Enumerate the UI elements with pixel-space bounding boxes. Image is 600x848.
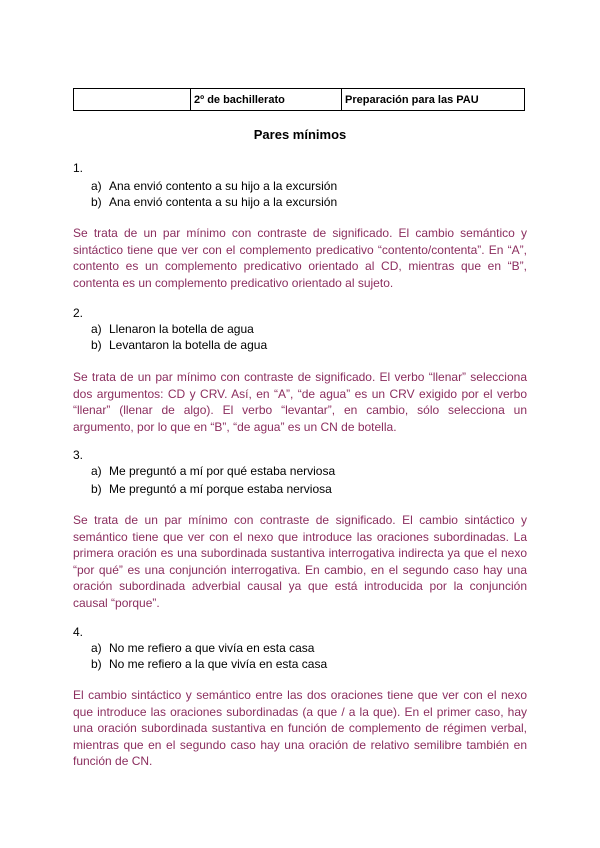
- option-item: [91, 641, 314, 655]
- explanation-paragraph: Se trata de un par mínimo con contraste de significado. El cambio sintáctico y semántico tiene que ver con el nexo que introduce las oraciones subordinadas. La primera oración es una subordinada sustantiva interrogativa indirecta ya que el nexo “por qué” es una conjunción interrogativa. En cambio, en el segundo caso hay una oración subordinada adverbial causal ya que está introducida por la conjunción causal “porque”.: [73, 513, 527, 610]
- option-label: b): [91, 482, 102, 496]
- option-item: [91, 195, 337, 209]
- section-number: 1.: [73, 161, 84, 175]
- option-label: b): [91, 338, 102, 352]
- option-text: Llenaron la botella de agua: [109, 322, 254, 336]
- option-item: [91, 338, 267, 352]
- section-number: 4.: [73, 625, 84, 639]
- explanation-paragraph: Se trata de un par mínimo con contraste de significado. El cambio semántico y sintáctico tiene que ver con el complemento predicativo “contento/contenta”. En “A”, contento es un complemento predicativo orientado al CD, mientras que en “B”, contenta es un complemento predicativo orientado al sujeto.: [73, 226, 527, 290]
- option-text: Ana envió contento a su hijo a la excursión: [109, 179, 338, 193]
- option-label: a): [91, 641, 102, 655]
- section-number: 2.: [73, 306, 84, 320]
- option-label: a): [91, 179, 102, 193]
- header-table: [73, 88, 525, 111]
- option-label: b): [91, 657, 102, 671]
- explanation-paragraph: El cambio sintáctico y semántico entre las dos oraciones tiene que ver con el nexo que introduce las oraciones subordinadas (a que / a la que). En el primer caso, hay una oración subordinada sustantiva en función de complemento de régimen verbal, mientras que en el segundo caso hay una oración de relativo semilibre también en función de CN.: [73, 688, 527, 768]
- header-cell-course: 2º de bachillerato: [191, 89, 342, 111]
- option-item: [91, 464, 335, 478]
- explanation-paragraph: Se trata de un par mínimo con contraste de significado. El verbo “llenar” selecciona dos argumentos: CD y CRV. Así, en “A”, “de agua” es un CRV exigido por el verbo “llenar” (llenar de algo). El verbo “levantar”, en cambio, sólo selecciona un argumento, por lo que en “B”, “de agua” es un CN de botella.: [73, 370, 527, 434]
- option-text: Me preguntó a mí porque estaba nerviosa: [109, 482, 332, 496]
- option-text: Ana envió contenta a su hijo a la excursión: [109, 195, 338, 209]
- option-text: Levantaron la botella de agua: [109, 338, 268, 352]
- option-label: a): [91, 464, 102, 478]
- option-text: No me refiero a que vivía en esta casa: [109, 641, 315, 655]
- option-text: No me refiero a la que vivía en esta casa: [109, 657, 328, 671]
- option-text: Me preguntó a mí por qué estaba nerviosa: [109, 464, 336, 478]
- option-item: [91, 657, 327, 671]
- option-item: [91, 482, 332, 496]
- header-cell-subject: Preparación para las PAU: [342, 89, 525, 111]
- page-title: Pares mínimos: [253, 127, 347, 142]
- header-cell-empty: [74, 89, 191, 111]
- option-item: [91, 322, 254, 336]
- option-item: [91, 179, 337, 193]
- option-label: a): [91, 322, 102, 336]
- option-label: b): [91, 195, 102, 209]
- section-number: 3.: [73, 448, 84, 462]
